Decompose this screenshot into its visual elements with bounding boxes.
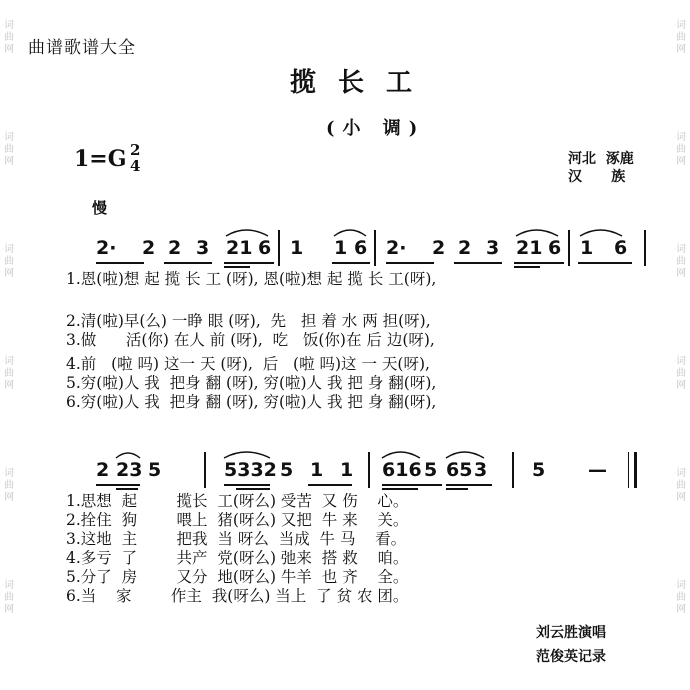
watermark-char: 网 — [676, 156, 686, 167]
lyric-verse-3: 3.这地 主 把我 当 呀么 当成 牛 马 看。 — [66, 530, 407, 548]
song-title: 揽长工 — [290, 68, 435, 98]
watermark-char: 网 — [676, 380, 686, 391]
watermark-char: 网 — [676, 492, 686, 503]
site-title: 曲谱歌谱大全 — [28, 38, 136, 58]
lyric-verse-4: 4.前 (啦 吗) 这一 天 (呀), 后 (啦 吗)这 一 天(呀), — [66, 355, 430, 373]
watermark-char: 曲 — [676, 144, 686, 155]
watermark-char: 网 — [4, 44, 14, 55]
note: 2 — [96, 459, 110, 481]
watermark-char: 词 — [4, 356, 14, 367]
note: — — [588, 459, 607, 481]
watermark-char: 曲 — [676, 32, 686, 43]
lyric-verse-2: 2.清(啦)早(么) 一睁 眼 (呀), 先 担 着 水 两 担(呀), — [66, 312, 431, 330]
lyric-verse-1: 1.思想 起 揽长 工(呀么) 受苦 又 伤 心。 — [66, 492, 409, 510]
lyric-verse-2: 2.拴住 狗 喂上 猪(呀么) 又把 牛 来 关。 — [66, 511, 409, 529]
lyric-verse-5: 5.穷(啦)人 我 把身 翻 (呀), 穷(啦)人 我 把 身 翻(呀), — [66, 374, 437, 392]
watermark-char: 曲 — [4, 32, 14, 43]
origin-ethnicity: 汉 族 — [568, 169, 626, 185]
watermark-char: 曲 — [4, 480, 14, 491]
watermark-char: 网 — [4, 492, 14, 503]
watermark-char: 曲 — [4, 592, 14, 603]
slur — [226, 230, 268, 236]
watermark-char: 曲 — [676, 256, 686, 267]
watermark-char: 曲 — [4, 368, 14, 379]
note: 5 — [148, 459, 162, 481]
note: 6 — [614, 237, 628, 259]
note: 1 — [334, 237, 348, 259]
slur — [580, 230, 622, 236]
time-signature-bottom: 4 — [130, 157, 141, 175]
watermark-char: 曲 — [676, 480, 686, 491]
singer-credit: 刘云胜演唱 — [536, 625, 606, 641]
key-signature: 1=G — [74, 146, 127, 172]
song-subtitle: (小 调) — [326, 118, 426, 139]
lyric-verse-6: 6.穷(啦)人 我 把身 翻 (呀), 穷(啦)人 我 把 身 翻(呀), — [66, 393, 437, 411]
watermark-char: 网 — [4, 380, 14, 391]
note: 1 — [310, 459, 324, 481]
note: 5 — [424, 459, 438, 481]
origin-region: 河北 涿鹿 — [568, 151, 634, 167]
note: 2 — [458, 237, 472, 259]
note: 3 — [196, 237, 210, 259]
note: 6 — [548, 237, 562, 259]
lyric-verse-1: 1.恩(啦)想 起 揽 长 工 (呀), 恩(啦)想 起 揽 长 工(呀), — [66, 270, 437, 288]
watermark-char: 词 — [676, 356, 686, 367]
watermark-char: 曲 — [676, 368, 686, 379]
lyric-verse-4: 4.多亏 了 共产 党(呀么) 弛来 搭 救 咱。 — [66, 549, 409, 567]
slur — [516, 230, 558, 236]
watermark-char: 曲 — [676, 592, 686, 603]
slur — [382, 452, 420, 458]
note: 6 — [258, 237, 272, 259]
slur — [446, 452, 484, 458]
watermark-char: 词 — [676, 20, 686, 31]
note: 2· — [386, 237, 407, 259]
recorder-credit: 范俊英记录 — [536, 649, 606, 665]
watermark-char: 网 — [4, 268, 14, 279]
slur — [334, 230, 366, 236]
note: 65 — [446, 459, 473, 481]
watermark-char: 网 — [4, 156, 14, 167]
watermark-char: 网 — [676, 44, 686, 55]
watermark-char: 网 — [676, 268, 686, 279]
lyric-verse-5: 5.分了 房 又分 地(呀么) 牛羊 也 齐 全。 — [66, 568, 409, 586]
note: 3 — [486, 237, 500, 259]
watermark-char: 词 — [4, 20, 14, 31]
watermark-char: 词 — [676, 244, 686, 255]
watermark-char: 词 — [4, 580, 14, 591]
watermark-char: 词 — [676, 580, 686, 591]
note: 5 — [280, 459, 294, 481]
watermark-char: 词 — [676, 132, 686, 143]
lyric-verse-3: 3.做 活(你) 在人 前 (呀), 吃 饭(你)在 后 边(呀), — [66, 331, 435, 349]
slur — [224, 452, 270, 458]
note: 616 — [382, 459, 422, 481]
note: 5332 — [224, 459, 277, 481]
watermark-char: 曲 — [4, 144, 14, 155]
note: 21 — [516, 237, 543, 259]
note: 2· — [96, 237, 117, 259]
note: 5 — [532, 459, 546, 481]
note: 1 — [340, 459, 354, 481]
slur — [116, 453, 140, 458]
tempo-marking: 慢 — [92, 199, 108, 217]
note: 21 — [226, 237, 253, 259]
time-signature-top: 2 — [130, 141, 141, 159]
note: 2 — [142, 237, 156, 259]
note: 6 — [354, 237, 368, 259]
lyric-verse-6: 6.当 家 作主 我(呀么) 当上 了 贫 农 团。 — [66, 587, 409, 605]
note: 3 — [474, 459, 488, 481]
watermark-char: 网 — [4, 604, 14, 615]
watermark-char: 词 — [4, 244, 14, 255]
note: 2 — [168, 237, 182, 259]
watermark-char: 网 — [676, 604, 686, 615]
note: 23 — [116, 459, 143, 481]
note: 2 — [432, 237, 446, 259]
watermark-char: 词 — [4, 468, 14, 479]
watermark-char: 词 — [676, 468, 686, 479]
note: 1 — [580, 237, 594, 259]
watermark-char: 曲 — [4, 256, 14, 267]
watermark-char: 词 — [4, 132, 14, 143]
note: 1 — [290, 237, 304, 259]
